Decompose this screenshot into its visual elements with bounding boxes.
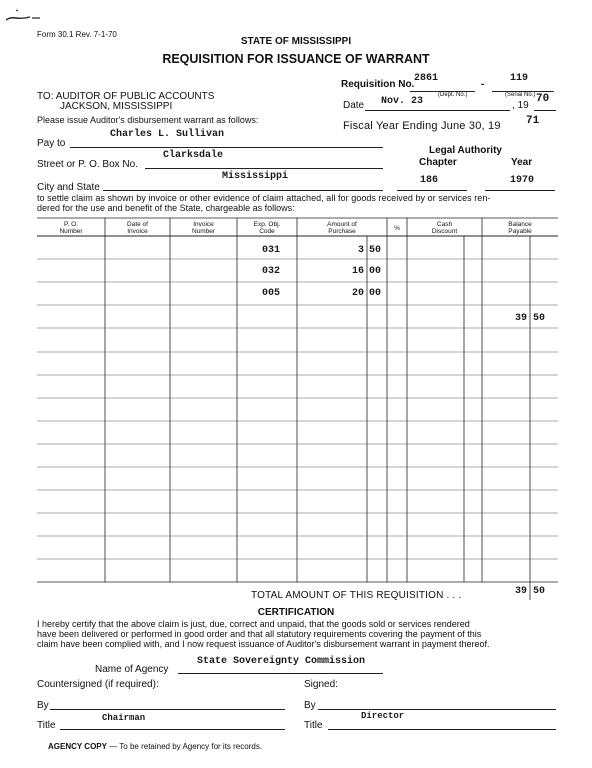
dept-no-label: (Dept. No.) [438, 92, 468, 98]
requisition-dash: - [481, 79, 485, 90]
by-line-left [50, 709, 285, 710]
fiscal-year: 71 [526, 115, 540, 127]
balance-cents: 50 [533, 313, 546, 324]
title-line-right [328, 729, 556, 730]
form-title: REQUISITION FOR ISSUANCE OF WARRANT [162, 52, 430, 66]
certification-line-3: claim have been complied with, and I now request issuance of Auditor's disbursement warrant in payment thereof. [37, 639, 490, 649]
settle-text-2: dered for the use and benefit of the State, chargeable as follows: [37, 203, 295, 213]
authority-year-value: 1970 [510, 175, 535, 186]
state-title: STATE OF MISSISSIPPI [240, 36, 352, 47]
agency-value: State Sovereignty Commission [197, 656, 366, 667]
header-cash-line1: Cash [436, 221, 453, 228]
header-amount [297, 221, 387, 235]
header-po-line1: P. O. [64, 221, 78, 228]
row-3-code: 005 [262, 288, 281, 299]
serial-no-label: (Serial No.) [505, 92, 536, 98]
header-invoice [170, 221, 237, 235]
date-century: , 19 [512, 100, 529, 111]
title-right-value: Director [361, 711, 405, 721]
legal-authority-title: Legal Authority [429, 145, 502, 156]
footer-note [48, 742, 262, 751]
header-cash-line2: Discount [431, 228, 458, 235]
header-code-line1: Exp. Obj. [253, 221, 281, 228]
city-value: Mississippi [222, 171, 289, 182]
header-code [237, 221, 297, 235]
header-invoice-line1: Invoice [193, 221, 214, 228]
chapter-value: 186 [420, 175, 439, 186]
pay-to-value: Charles L. Sullivan [110, 129, 225, 140]
signed-label: Signed: [304, 679, 338, 690]
settle-text-1: to settle claim as shown by invoice or other evidence of claim attached, all for goods received by or services ren- [37, 193, 491, 203]
header-po [37, 221, 105, 235]
by-label-left: By [37, 700, 49, 711]
row-2-amount-cents: 00 [369, 266, 382, 277]
street-label: Street or P. O. Box No. [37, 159, 138, 170]
date-year: 70 [536, 93, 550, 105]
title-line-left [60, 729, 285, 730]
fiscal-label: Fiscal Year Ending June 30, 19 [343, 120, 501, 132]
header-pct [387, 225, 407, 232]
requisition-label: Requisition No. [341, 79, 415, 90]
row-2-amount-dollars: 16 [351, 266, 364, 277]
header-invoice-line2: Number [191, 228, 216, 235]
header-balance-line2: Payable [508, 228, 532, 235]
row-1-amount-cents: 50 [369, 245, 382, 256]
header-cash [407, 221, 482, 235]
serial-no-value: 119 [510, 73, 529, 84]
agency-label: Name of Agency [95, 664, 169, 675]
certification-title: CERTIFICATION [257, 607, 335, 618]
header-date [105, 221, 170, 235]
total-dollars: 39 [514, 586, 527, 597]
title-label-left: Title [37, 720, 56, 731]
footer-bold: AGENCY COPY [48, 742, 107, 751]
date-label: Date [343, 100, 365, 111]
agency-line [178, 673, 383, 674]
header-amount-line2: Purchase [328, 228, 356, 235]
to-line-2: JACKSON, MISSISSIPPI [60, 101, 173, 112]
countersigned-label: Countersigned (if required): [37, 679, 159, 690]
row-1-amount-dollars: 3 [357, 245, 364, 256]
by-label-right: By [304, 700, 316, 711]
certification-line-1: I hereby certify that the above claim is just, due, correct and unpaid, that the goods sold or services rendered [37, 619, 470, 629]
total-label: TOTAL AMOUNT OF THIS REQUISITION . . . [251, 590, 462, 601]
header-date-line1: Date of [127, 221, 148, 228]
title-left-value: Chairman [102, 713, 146, 723]
header-amount-line1: Amount of [327, 221, 357, 228]
header-code-line2: Code [259, 228, 275, 235]
form-number: Form 30.1 Rev. 7-1-70 [37, 30, 117, 39]
chapter-label: Chapter [419, 157, 457, 168]
street-value: Clarksdale [163, 150, 224, 161]
by-line-right [318, 709, 556, 710]
certification-line-2: have been delivered or performed in good order and that all statutory requirements covering the payment of this [37, 629, 482, 639]
header-pct-line1: % [394, 225, 400, 232]
dept-no-value: 2861 [414, 73, 439, 84]
date-value: Nov. 23 [381, 96, 424, 107]
to-line-1: TO: AUDITOR OF PUBLIC ACCOUNTS [37, 91, 215, 102]
balance-dollars: 39 [514, 313, 527, 324]
header-balance [482, 221, 558, 235]
footer-rest: — To be retained by Agency for its records. [109, 742, 263, 751]
header-date-line2: Invoice [127, 228, 148, 235]
title-label-right: Title [304, 720, 323, 731]
row-2-code: 032 [262, 266, 281, 277]
total-cents: 50 [533, 586, 546, 597]
row-3-amount-dollars: 20 [351, 288, 364, 299]
to-line-3: Please issue Auditor's disbursement warrant as follows: [37, 115, 259, 125]
city-label: City and State [37, 182, 100, 193]
row-3-amount-cents: 00 [369, 288, 382, 299]
header-po-line2: Number [59, 228, 83, 235]
row-1-code: 031 [262, 245, 281, 256]
header-balance-line1: Balance [508, 221, 532, 228]
pay-to-label: Pay to [37, 138, 66, 149]
year-label: Year [511, 157, 533, 168]
